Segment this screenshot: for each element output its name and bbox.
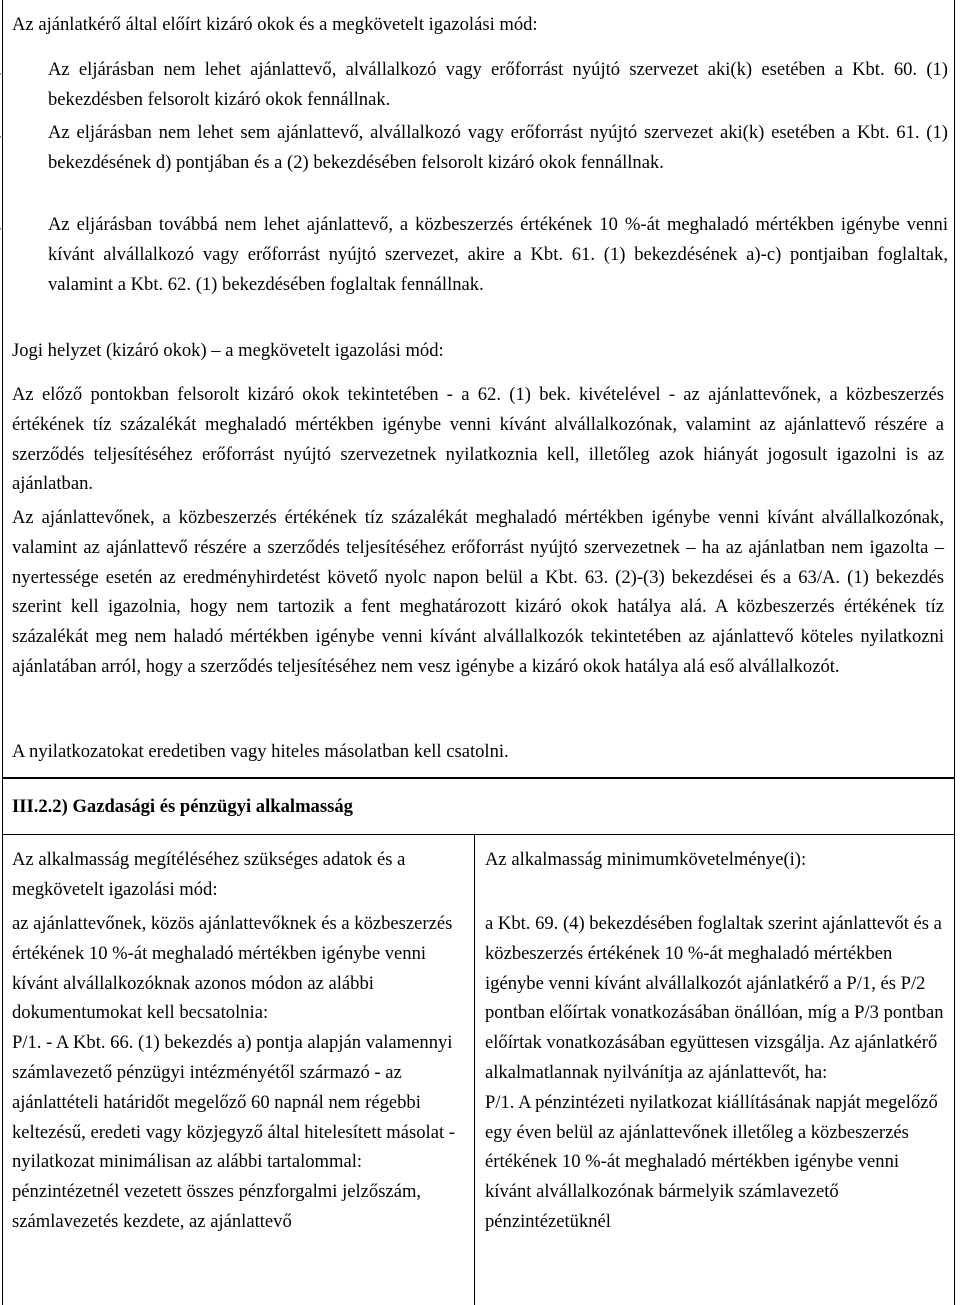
item-text: Az eljárásban nem lehet sem ajánlattevő, alvállalkozó vagy erőforrást nyújtó szervezet aki(k) esetében a Kbt. 61. (1) bekezdésének d) pontjában és a (2) bekezdésében felsorolt kizáró okok fennállnak. xyxy=(48,122,948,173)
original-copy-note: A nyilatkozatokat eredetiben vagy hiteles másolatban kell csatolni. xyxy=(12,741,509,762)
right-column-body xyxy=(485,909,947,1237)
right-p1-text: P/1. A pénzintézeti nyilatkozat kiállításának napját megelőző egy éven belül az ajánlattevőnek illetőleg a közbeszerzés értékének 10 %-át meghaladó mértékben igénybe venni kívánt alvállalkozónak bármelyik számlavezető pénzintézetüknél xyxy=(485,1091,938,1232)
exclusion-item-2 xyxy=(18,118,948,178)
table-divider-horizontal xyxy=(2,834,955,835)
declaration-paragraph: Az előző pontokban felsorolt kizáró okok tekintetében - a 62. (1) bek. kivételével - az ajánlattevőnek, a közbeszerzés értékének tíz százalékát meghaladó mértékben igénybe venni kívánt alvállalkozónak, valamint az ajánlattevő részére a szerződés teljesítéséhez erőforrást nyújtó szervezetnek nyilatkoznia kell, illetőleg azok hiányát jogosult igazolni is az ajánlatban. xyxy=(12,384,944,495)
item-text: Az eljárásban nem lehet ajánlattevő, alvállalkozó vagy erőforrást nyújtó szervezet aki(k) esetében a Kbt. 60. (1) bekezdésben felsorolt kizáró okok fennállnak. xyxy=(48,59,948,110)
left-intro-text: az ajánlattevőnek, közös ajánlattevőknek és a közbeszerzés értékének 10 %-át meghaladó mértékben igénybe venni kívánt alvállalkozóknak azonos módon az alábbi dokumentumokat kell becsatolnia: xyxy=(12,913,453,1024)
exclusion-heading: Az ajánlatkérő által előírt kizáró okok és a megkövetelt igazolási mód: xyxy=(12,14,538,35)
verification-paragraph: Az ajánlattevőnek, a közbeszerzés értékének tíz százalékát meghaladó mértékben igénybe venni kívánt alvállalkozónak, valamint az ajánlattevő részére a szerződés teljesítéséhez erőforrást nyújtó szervezetnek – ha az ajánlatban nem igazolta – nyertessége esetén az eredményhirdetést követő nyolc napon belül a Kbt. 63. (2)-(3) bekezdései és a 63/A. (1) bekezdés szerint kell igazolnia, hogy nem tartozik a fent meghatározott kizáró okok hatálya alá. A közbeszerzés értékének tíz százalékát meg nem haladó mértékben igénybe venni kívánt alvállalkozók tekintetében az ajánlattevő köteles nyilatkozni ajánlatában arról, hogy a szerződés teljesítéséhez nem vesz igénybe a kizáró okok hatálya alá eső alvállalkozót. xyxy=(12,507,944,677)
financial-section-title: III.2.2) Gazdasági és pénzügyi alkalmasság xyxy=(12,796,353,817)
exclusion-item-1 xyxy=(18,55,948,115)
item-number xyxy=(18,210,48,240)
left-column-body xyxy=(12,909,464,1237)
item-number xyxy=(18,118,48,148)
table-divider-vertical xyxy=(474,834,475,1305)
right-intro-text: a Kbt. 69. (4) bekezdésében foglaltak szerint ajánlattevőt és a közbeszerzés értékének 10 %-át meghaladó mértékben igénybe venni kívánt alvállalkozót ajánlatkérő a P/1, és P/2 pontban előírtak vonatkozásában önállóan, míg a P/3 pontban előírtak vonatkozásában együttesen vizsgálja. Az ajánlatkérő alkalmatlannak nyilvánítja az ajánlattevőt, ha: xyxy=(485,913,944,1083)
item-text: Az eljárásban továbbá nem lehet ajánlattevő, a közbeszerzés értékének 10 %-át meghaladó mértékben igénybe venni kívánt alvállalkozó vagy erőforrást nyújtó szervezet, akire a Kbt. 61. (1) bekezdésének a)-c) pontjaiban foglaltak, valamint a Kbt. 62. (1) bekezdésében foglaltak fennállnak. xyxy=(48,214,948,295)
legal-status-heading: Jogi helyzet (kizáró okok) – a megkövetelt igazolási mód: xyxy=(12,340,444,361)
exclusion-item-3 xyxy=(18,210,948,299)
left-column-header: Az alkalmasság megítéléséhez szükséges adatok és a megkövetelt igazolási mód: xyxy=(12,849,406,900)
item-number xyxy=(18,55,48,85)
right-column-header: Az alkalmasság minimumkövetelménye(i): xyxy=(485,849,807,870)
left-p1-text: P/1. - A Kbt. 66. (1) bekezdés a) pontja alapján valamennyi számlavezető pénzügyi intézményétől származó - az ajánlattételi határidőt megelőző 60 napnál nem régebbi keltezésű, eredeti vagy közjegyző által hitelesített másolat - nyilatkozat minimálisan az alábbi tartalommal: pénzintézetnél vezetett összes pénzforgalmi jelzőszám, számlavezetés kezdete, az ajánlattevő xyxy=(12,1032,455,1232)
